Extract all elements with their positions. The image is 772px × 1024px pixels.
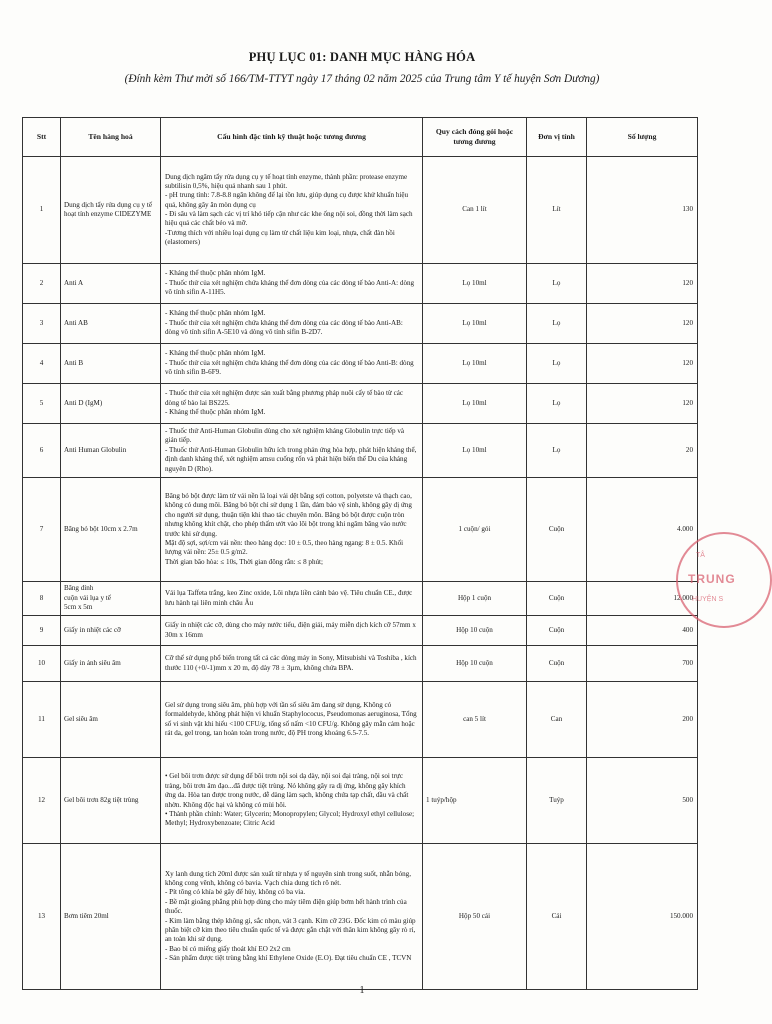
- cell-spec: [161, 344, 423, 384]
- cell-packaging: Lọ 10ml: [423, 304, 527, 344]
- cell-packaging: Hộp 10 cuộn: [423, 616, 527, 646]
- cell-spec: [161, 424, 423, 478]
- spec-line: - Bề mặt gioăng phẳng phù hợp dùng cho máy tiêm điện giúp bơm hết hành trình của thuốc.: [165, 897, 407, 916]
- cell-quantity: 700: [587, 646, 698, 682]
- header-stt: Stt: [23, 118, 61, 157]
- cell-quantity: 200: [587, 682, 698, 758]
- spec-line: Gel sử dụng trong siêu âm, phù hợp với tần số siêu âm đang sử dụng, Không có formaldehyde, không phát hiện vi khuẩn Staphylococus, Pseudomonas aeruginosa, Tổng số vi sinh vật khi hiếu <100 CFU/g, tổng số nấm <10 CFU/g. Không gây mẫn cảm hoặc rát da, gel trong, tan hoàn toàn trong nước, độ PH trong khoảng 6.5-7.5.: [165, 700, 417, 737]
- cell-name: Băng dính cuộn vải lụa y tế 5cm x 5m: [61, 582, 161, 616]
- cell-stt: 12: [23, 758, 61, 844]
- cell-name: Anti AB: [61, 304, 161, 344]
- official-stamp: [676, 520, 736, 640]
- cell-packaging: Hộp 10 cuộn: [423, 646, 527, 682]
- table-row: [23, 616, 698, 646]
- cell-name: Giấy in nhiệt các cỡ: [61, 616, 161, 646]
- cell-packaging: Can 1 lít: [423, 157, 527, 264]
- cell-quantity: 120: [587, 304, 698, 344]
- cell-quantity: 400: [587, 616, 698, 646]
- cell-spec: [161, 844, 423, 990]
- cell-packaging: Lọ 10ml: [423, 384, 527, 424]
- cell-unit: Lọ: [527, 304, 587, 344]
- table-row: [23, 344, 698, 384]
- cell-quantity: 120: [587, 384, 698, 424]
- header-packaging: Quy cách đóng gói hoặc tương đương: [423, 118, 527, 157]
- spec-line: - Thuốc thử Anti-Human Globulin dùng cho xét nghiệm kháng Globulin trực tiếp và gián tiếp.: [165, 427, 405, 445]
- spec-line: Thời gian bão hòa: ≤ 10s, Thời gian đông rắn: ≤ 8 phút;: [165, 557, 323, 566]
- cell-unit: Lọ: [527, 264, 587, 304]
- cell-stt: 13: [23, 844, 61, 990]
- spec-line: • Thành phần chính: Water; Glycerin; Monopropylen; Glycol; Hydroxyl ethyl cellulose; Methyl; Hydroxybenzoate; Citric Acid: [165, 809, 415, 828]
- cell-stt: 11: [23, 682, 61, 758]
- cell-name: Bơm tiêm 20ml: [61, 844, 161, 990]
- goods-table: [22, 117, 698, 990]
- cell-unit: Lọ: [527, 424, 587, 478]
- cell-quantity: 150.000: [587, 844, 698, 990]
- cell-name: Dung dịch tẩy rửa dụng cụ y tế hoạt tính enzyme CIDEZYME: [61, 157, 161, 264]
- cell-spec: [161, 478, 423, 582]
- spec-line: - Thuốc thử của xét nghiệm chứa kháng thể đơn dòng của các dòng tế bào Anti-B: dòng vô tính sifin B-6F9.: [165, 358, 414, 377]
- cell-packaging: Hộp 50 cái: [423, 844, 527, 990]
- cell-stt: 7: [23, 478, 61, 582]
- table-row: [23, 646, 698, 682]
- cell-quantity: 120: [587, 264, 698, 304]
- spec-line: - Kim làm bằng thép không gỉ, sắc nhọn, vát 3 cạnh. Kim cỡ 23G. Đốc kim có màu giúp phân biệt cỡ kim theo tiêu chuẩn quốc tế và được gắn chặt với thân kim không gây rò rỉ, an toàn khi sử dụng.: [165, 916, 416, 944]
- table-row: [23, 424, 698, 478]
- cell-packaging: 1 tuýp/hộp: [423, 758, 527, 844]
- spec-line: - Thuốc thử của xét nghiệm được sản xuất bằng phương pháp nuôi cấy tế bào từ các dòng tế bào lai BS225.: [165, 389, 404, 407]
- stamp-text-main: TRUNG: [688, 572, 736, 586]
- cell-stt: 3: [23, 304, 61, 344]
- spec-line: - Sản phẩm được tiệt trùng bằng khí Ethylene Oxide (E.O). Đạt tiêu chuẩn CE , TCVN: [165, 953, 412, 962]
- table-row: [23, 682, 698, 758]
- cell-packaging: Lọ 10ml: [423, 264, 527, 304]
- cell-spec: [161, 646, 423, 682]
- cell-stt: 6: [23, 424, 61, 478]
- cell-unit: Can: [527, 682, 587, 758]
- spec-line: - Đi sâu và làm sạch các vị trí khó tiếp cận như các khe ống nội soi, đồng thời làm sạch hiệu quả các chất béo và mỡ.: [165, 210, 413, 228]
- spec-line: Xy lanh dung tích 20ml được sản xuất từ nhựa y tế nguyên sinh trong suốt, nhẵn bóng, không cong vênh, không có bavia. Vạch chia dung tích rõ nét.: [165, 869, 411, 888]
- cell-name: Anti Human Globulin: [61, 424, 161, 478]
- cell-unit: Tuýp: [527, 758, 587, 844]
- table-row: [23, 478, 698, 582]
- cell-spec: [161, 304, 423, 344]
- spec-line: - Thuốc thử Anti-Human Globulin hữu ích trong phản ứng hòa hợp, phát hiện kháng thể, định danh kháng thể, xét nghiệm amsu cuống rốn và phát hiện biến thể Du của kháng nguyên D (Rho).: [165, 445, 417, 473]
- table-row: [23, 582, 698, 616]
- cell-spec: [161, 264, 423, 304]
- stamp-text-top: TÂ: [696, 552, 705, 559]
- spec-line: - Bao bì có miếng giấy thoát khí EO 2x2 cm: [165, 944, 291, 953]
- cell-name: Băng bó bột 10cm x 2.7m: [61, 478, 161, 582]
- header-spec: Cấu hình đặc tính kỹ thuật hoặc tương đương: [161, 118, 423, 157]
- table-row: [23, 264, 698, 304]
- document-subtitle: (Đính kèm Thư mời số 166/TM-TTYT ngày 17 tháng 02 năm 2025 của Trung tâm Y tế huyện Sơn Dương): [124, 73, 600, 85]
- spec-line: - Kháng thể thuộc phân nhóm IgM.: [165, 309, 266, 318]
- table-row: [23, 384, 698, 424]
- cell-stt: 2: [23, 264, 61, 304]
- table-body: [23, 157, 698, 990]
- spec-line: - Kháng thể thuộc phân nhóm IgM.: [165, 349, 266, 358]
- table-row: [23, 157, 698, 264]
- header-unit: Đơn vị tính: [527, 118, 587, 157]
- cell-quantity: 4.000: [587, 478, 698, 582]
- cell-unit: Lọ: [527, 384, 587, 424]
- cell-quantity: 120: [587, 344, 698, 384]
- spec-line: Cỡ thể sử dụng phổ biến trong tất cả các dòng máy in Sony, Mitsubishi và Toshiba , kích thước 110 (+0/-1)mm x 20 m, độ dày 78 ± 3µm, không chứa BPA.: [165, 654, 417, 672]
- cell-quantity: 12.000: [587, 582, 698, 616]
- cell-unit: Lọ: [527, 344, 587, 384]
- cell-packaging: 1 cuộn/ gói: [423, 478, 527, 582]
- cell-stt: 10: [23, 646, 61, 682]
- cell-unit: Cuộn: [527, 478, 587, 582]
- cell-spec: [161, 682, 423, 758]
- spec-line: Dung dịch ngâm tẩy rửa dụng cụ y tế hoạt tính enzyme, thành phần: protease enzyme subtilisin 0,5%, hiệu quả nhanh sau 1 phút.: [165, 172, 408, 190]
- cell-unit: Cái: [527, 844, 587, 990]
- cell-quantity: 20: [587, 424, 698, 478]
- document-title: PHỤ LỤC 01: DANH MỤC HÀNG HÓA: [248, 50, 476, 64]
- cell-name: Anti A: [61, 264, 161, 304]
- table-row: [23, 304, 698, 344]
- cell-spec: [161, 616, 423, 646]
- cell-packaging: Lọ 10ml: [423, 344, 527, 384]
- cell-packaging: Hộp 1 cuộn: [423, 582, 527, 616]
- spec-line: Băng bó bột được làm từ vải nền là loại vải dệt bằng sợi cotton, polyetste và thạch cao, không có dung môi. Băng bó bột chỉ sử dụng 1 lần, đảm bảo vệ sinh, không gây dị ứng cho người sử dụng, thuận tiện khi thao tác chuyên môn. Băng bó bột được cuộn tròn nhưng không khít chặt, cho phép thấm ướt vào lõi bột trong khi ngâm băng vào nước trước khi sử dụng.: [165, 492, 412, 538]
- cell-stt: 5: [23, 384, 61, 424]
- cell-name: Giấy in ảnh siêu âm: [61, 646, 161, 682]
- cell-quantity: 130: [587, 157, 698, 264]
- cell-packaging: Lọ 10ml: [423, 424, 527, 478]
- cell-packaging: can 5 lít: [423, 682, 527, 758]
- spec-line: • Gel bôi trơn được sử dụng để bôi trơn nội soi dạ dày, nội soi đại tràng, nội soi trực tràng, bôi trơn âm đạo...đã được tiệt trùng. Nó không gây ra dị ứng, không gây khích ứng da. Hòa tan được trong nước, dễ dàng làm sạch, không chứa tạp chất, dầu và chất nhờn. Không độc hại và không có mùi hôi.: [165, 772, 409, 809]
- cell-stt: 8: [23, 582, 61, 616]
- spec-line: Mật độ sợi, sợi/cm vải nền: theo hàng dọc: 10 ± 0.5, theo hàng ngang: 8 ± 0.5. Khối lượng vải nền: 25± 0.5 g/m2.: [165, 538, 404, 557]
- cell-unit: Lít: [527, 157, 587, 264]
- spec-line: -Tương thích với nhiều loại dụng cụ làm từ chất liệu kim loại, nhựa, chất đàn hồi (elastomers): [165, 228, 395, 247]
- cell-unit: Cuộn: [527, 582, 587, 616]
- spec-line: - Thuốc thử của xét nghiệm chứa kháng thể đơn dòng của các dòng tế bào Anti-AB: dòng vô tính sifin A-5E10 và dòng vô tính sifin B-2D7.: [165, 318, 403, 337]
- stamp-text-bottom: HUYỆN S: [692, 596, 724, 603]
- cell-stt: 4: [23, 344, 61, 384]
- page-number: 1: [359, 985, 365, 996]
- spec-line: - Pít tông có khía bẻ gãy để hủy, không có ba via.: [165, 888, 306, 897]
- table-row: [23, 758, 698, 844]
- cell-spec: [161, 582, 423, 616]
- cell-spec: [161, 384, 423, 424]
- table-header-row: [23, 118, 698, 157]
- cell-name: Gel bôi trơn 82g tiệt trùng: [61, 758, 161, 844]
- cell-quantity: 500: [587, 758, 698, 844]
- cell-name: Anti B: [61, 344, 161, 384]
- spec-line: - Kháng thể thuộc phân nhóm IgM.: [165, 408, 266, 417]
- spec-line: - Thuốc thử của xét nghiệm chứa kháng thể đơn dòng của các dòng tế bào Anti-A: dòng vô tính sifin A-11H5.: [165, 278, 415, 297]
- spec-line: Vải lụa Taffeta trắng, keo Zinc oxide, Lõi nhựa liền cánh bảo vệ. Tiêu chuẩn CE., được lưu hành tại liên minh châu Âu: [165, 589, 413, 607]
- cell-unit: Cuộn: [527, 616, 587, 646]
- cell-name: Anti D (IgM): [61, 384, 161, 424]
- cell-stt: 9: [23, 616, 61, 646]
- header-name: Tên hàng hoá: [61, 118, 161, 157]
- header-quantity: Số lượng: [587, 118, 698, 157]
- cell-unit: Cuộn: [527, 646, 587, 682]
- cell-stt: 1: [23, 157, 61, 264]
- cell-spec: [161, 758, 423, 844]
- cell-spec: [161, 157, 423, 264]
- spec-line: - Kháng thể thuộc phân nhóm IgM.: [165, 269, 266, 278]
- cell-name: Gel siêu âm: [61, 682, 161, 758]
- table-row: [23, 844, 698, 990]
- spec-line: - pH trung tính: 7.8-8.8 ngăn không để lại tồn lưu, giúp dụng cụ được khử khuẩn hiệu quả, không gây ăn mòn dụng cụ: [165, 191, 409, 209]
- spec-line: Giấy in nhiệt các cỡ, dùng cho máy nước tiểu, điện giải, máy miễn dịch kích cỡ 57mm x 30m x 16mm: [165, 621, 416, 639]
